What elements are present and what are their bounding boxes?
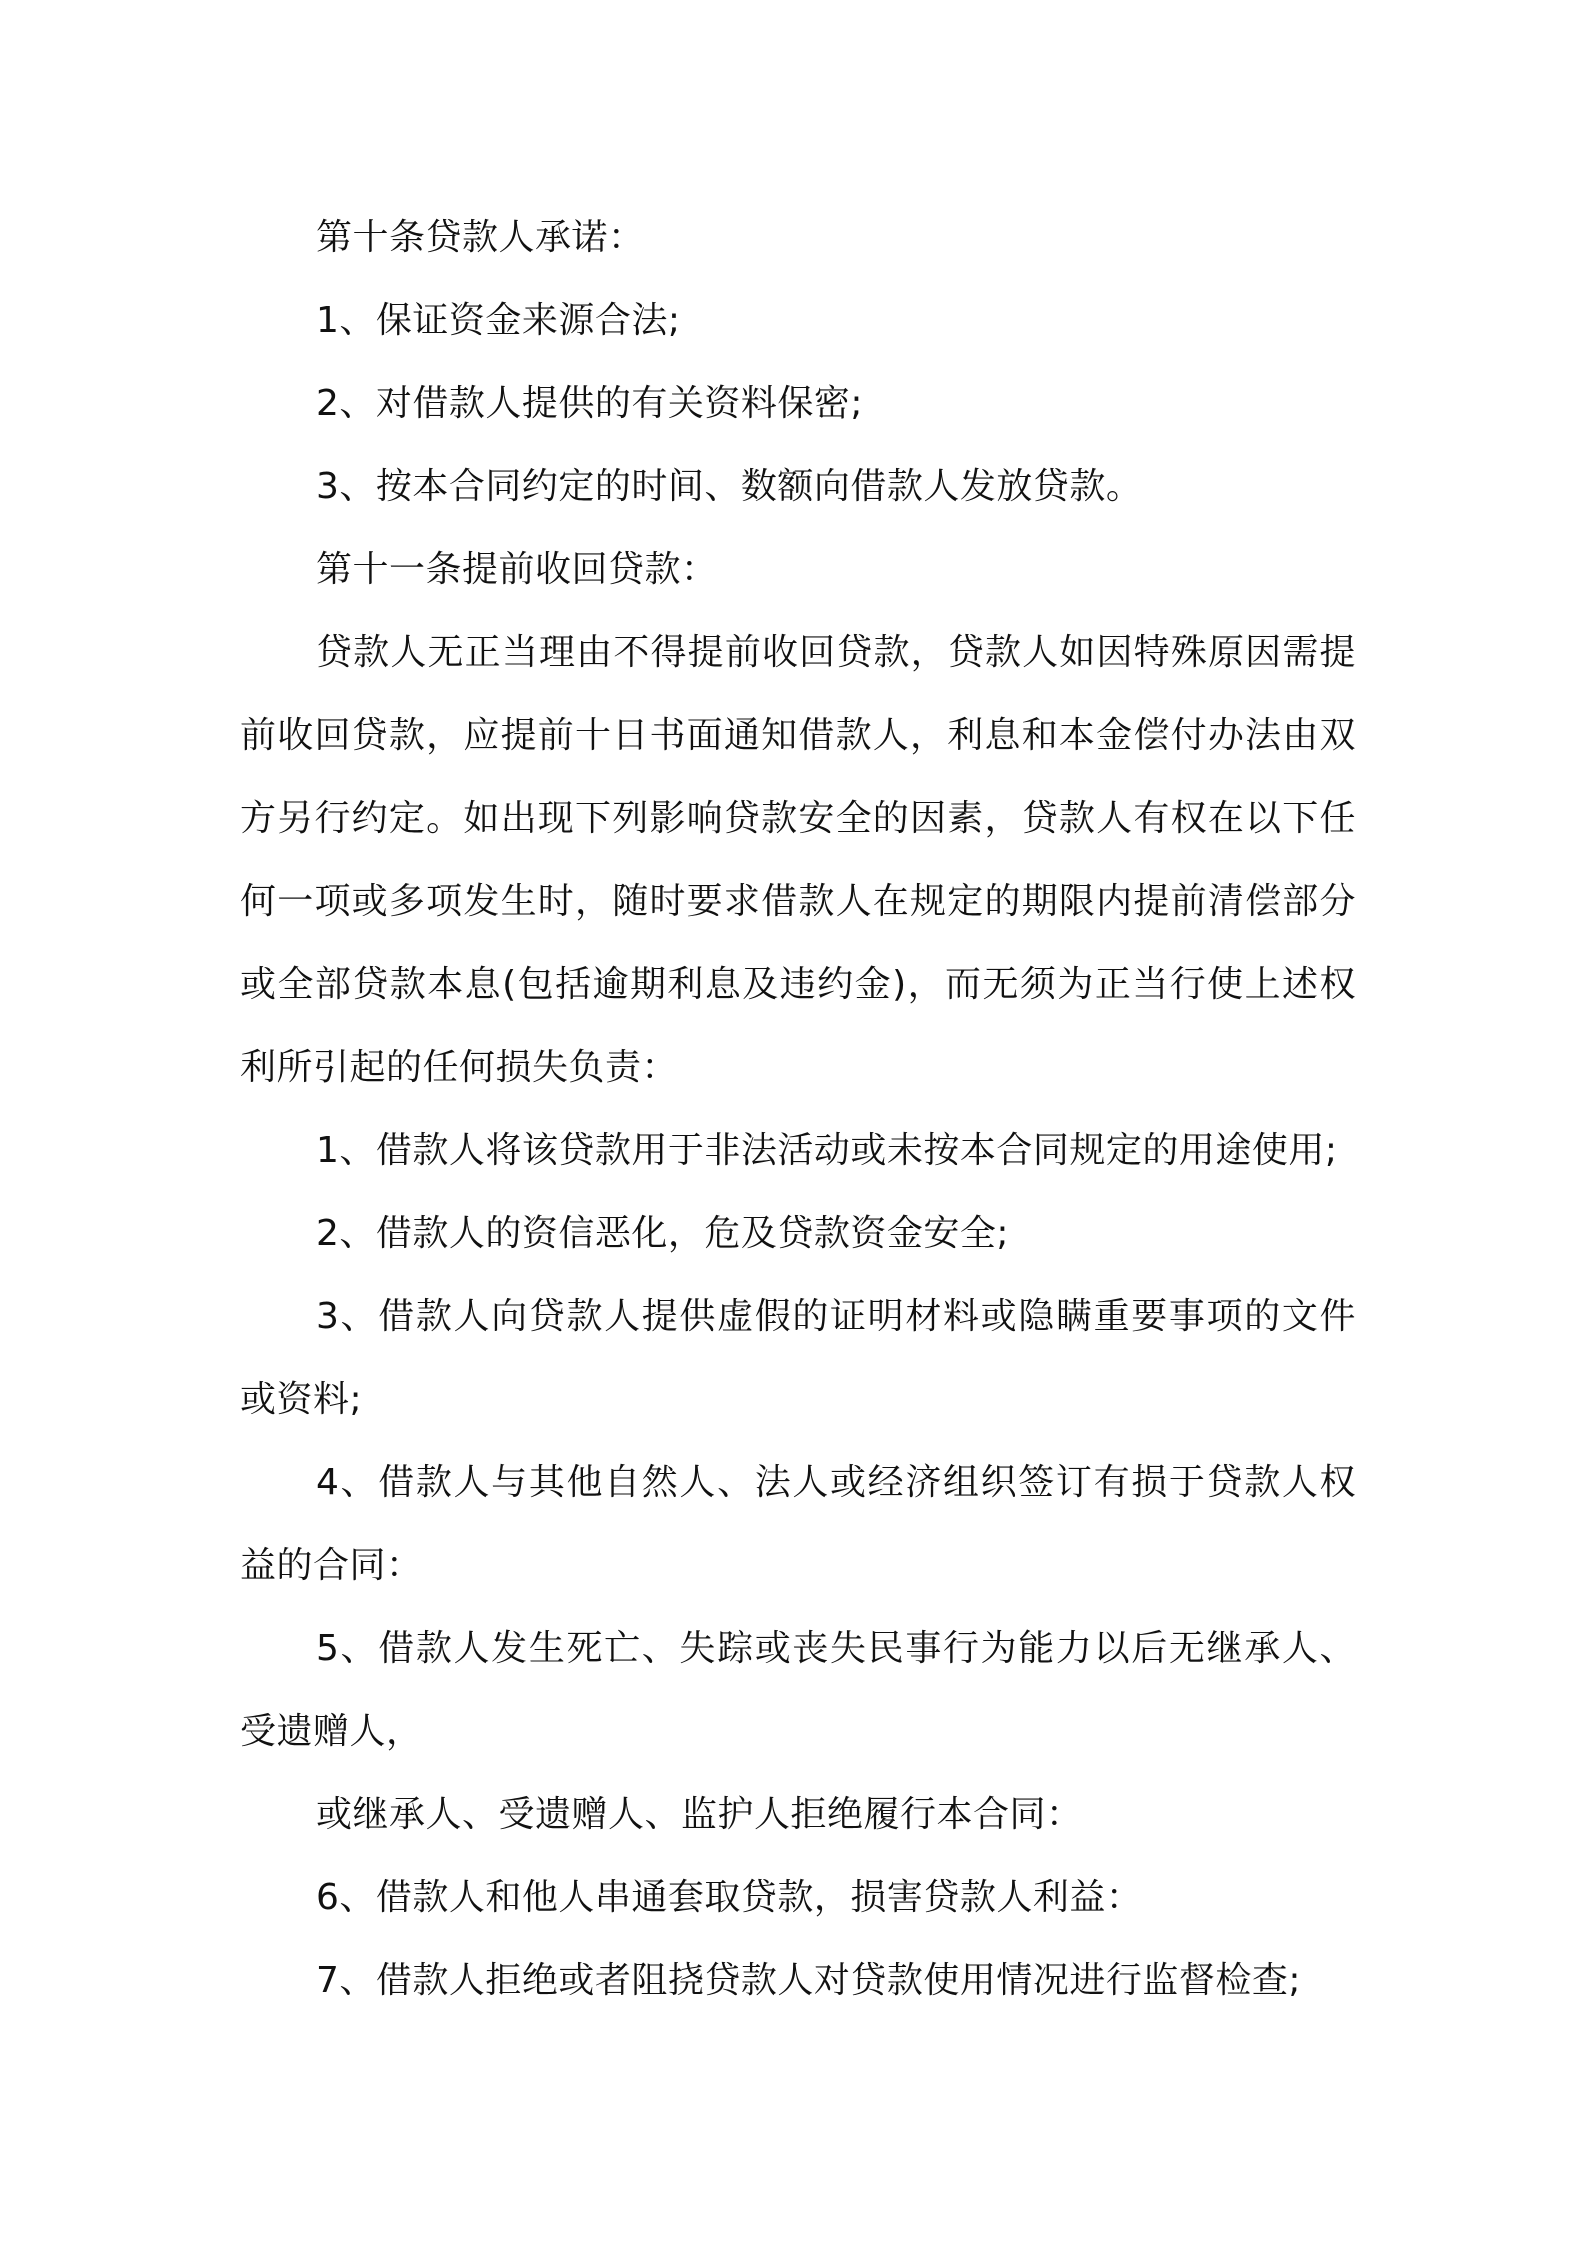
article-11-item-1: 1、借款人将该贷款用于非法活动或未按本合同规定的用途使用; xyxy=(316,1130,1338,1171)
article-11-item-4: 4、借款人与其他自然人、法人或经济组织签订有损于贷款人权益的合同： xyxy=(240,1462,1356,1586)
article-11-body: 贷款人无正当理由不得提前收回贷款，贷款人如因特殊原因需提前收回贷款，应提前十日书面通知借款人，利息和本金偿付办法由双方另行约定。如出现下列影响贷款安全的因素，贷款人有权在以下任何一项或多项发生时，随时要求借款人在规定的期限内提前清偿部分或全部贷款本息(包括逾期利息及违约金)，而无须为正当行使上述权利所引起的任何损失负责： xyxy=(240,632,1356,1088)
article-10-item-2: 2、对借款人提供的有关资料保密; xyxy=(316,383,864,424)
article-10-heading: 第十条贷款人承诺： xyxy=(316,217,645,258)
article-11-heading: 第十一条提前收回贷款： xyxy=(316,549,718,590)
article-11-item-5: 5、借款人发生死亡、失踪或丧失民事行为能力以后无继承人、受遗赠人， xyxy=(240,1628,1356,1752)
article-11-item-7: 7、借款人拒绝或者阻挠贷款人对贷款使用情况进行监督检查; xyxy=(316,1960,1302,2001)
document-body xyxy=(240,196,1356,2022)
article-11-item-6: 6、借款人和他人串通套取贷款，损害贷款人利益： xyxy=(316,1877,1143,1918)
article-10-item-1: 1、保证资金来源合法; xyxy=(316,300,681,341)
article-11-item-5-continued: 或继承人、受遗赠人、监护人拒绝履行本合同： xyxy=(316,1794,1083,1835)
article-10-item-3: 3、按本合同约定的时间、数额向借款人发放贷款。 xyxy=(316,466,1143,507)
article-11-item-2: 2、借款人的资信恶化，危及贷款资金安全; xyxy=(316,1213,1010,1254)
article-11-item-3: 3、借款人向贷款人提供虚假的证明材料或隐瞒重要事项的文件或资料; xyxy=(240,1296,1356,1420)
